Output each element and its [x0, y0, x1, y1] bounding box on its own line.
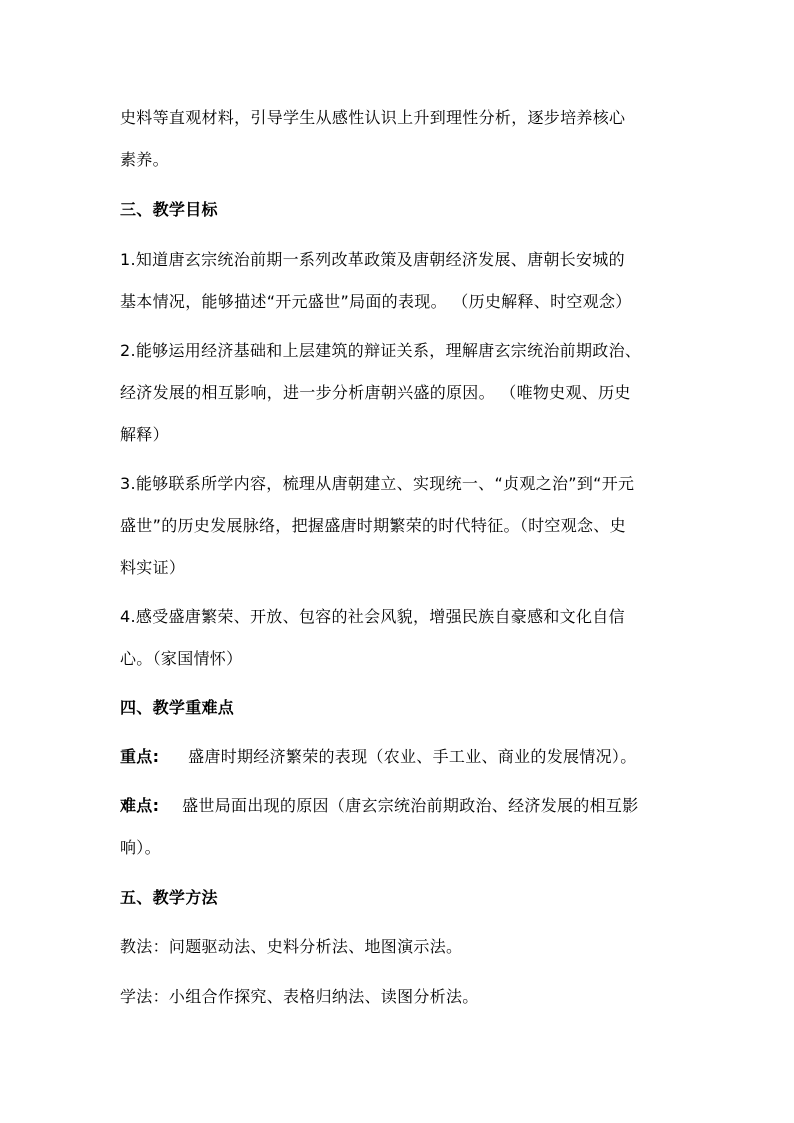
section-heading-key-difficult-points: 四、教学重难点	[120, 698, 235, 717]
goal-2-line-3: 解释）	[120, 425, 169, 444]
section-heading-teaching-goals: 三、教学目标	[120, 200, 218, 219]
goal-1-line-1: 1.知道唐玄宗统治前期一系列改革政策及唐朝经济发展、唐朝长安城的	[120, 250, 625, 269]
section-heading-teaching-methods: 五、教学方法	[120, 888, 218, 907]
intro-line-1: 史料等直观材料，引导学生从感性认识上升到理性分析，逐步培养核心	[120, 108, 626, 127]
difficult-point-text: 盛世局面出现的原因（唐玄宗统治前期政治、经济发展的相互影	[182, 796, 639, 815]
goal-2-line-1: 2.能够运用经济基础和上层建筑的辩证关系，理解唐玄宗统治前期政治、	[120, 341, 642, 360]
key-point-line	[120, 746, 690, 768]
key-point-text: 盛唐时期经济繁荣的表现（农业、手工业、商业的发展情况）。	[188, 747, 637, 766]
goal-2-line-2: 经济发展的相互影响，进一步分析唐朝兴盛的原因。 （唯物史观、历史	[120, 383, 631, 402]
goal-3-line-2: 盛世”的历史发展脉络，把握盛唐时期繁荣的时代特征。（时空观念、史	[120, 516, 626, 535]
intro-line-2: 素养。	[120, 150, 169, 169]
teaching-method-line: 教法：问题驱动法、史料分析法、地图演示法。	[120, 937, 463, 956]
goal-4-line-1: 4.感受盛唐繁荣、开放、包容的社会风貌，增强民族自豪感和文化自信	[120, 607, 625, 626]
difficult-point-line-2: 响）。	[120, 838, 161, 857]
difficult-point-label: 难点:	[120, 796, 160, 815]
learning-method-line: 学法：小组合作探究、表格归纳法、读图分析法。	[120, 987, 479, 1006]
goal-4-line-2: 心。（家国情怀）	[120, 649, 243, 668]
difficult-point-line-1	[120, 795, 690, 817]
goal-3-line-1: 3.能够联系所学内容，梳理从唐朝建立、实现统一、“贞观之治”到“开元	[120, 474, 635, 493]
key-point-label: 重点:	[120, 747, 160, 766]
goal-1-line-2: 基本情况，能够描述“开元盛世”局面的表现。 （历史解释、时空观念）	[120, 292, 632, 311]
goal-3-line-3: 料实证）	[120, 558, 186, 577]
